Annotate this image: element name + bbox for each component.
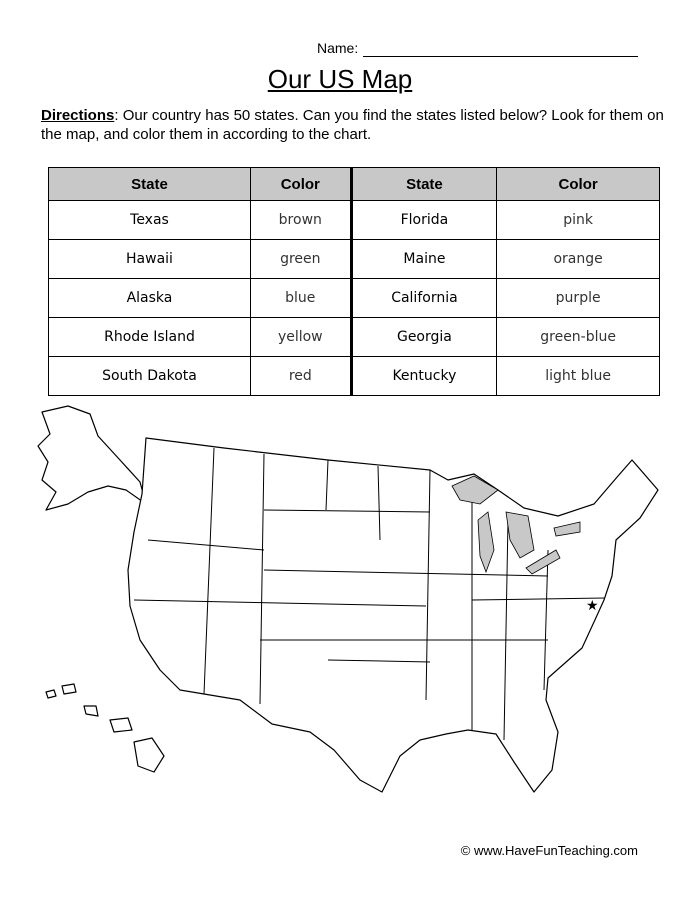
state-color-chart xyxy=(48,167,660,396)
name-label: Name: xyxy=(317,40,359,56)
hawaii-island-shape xyxy=(62,684,76,694)
color-cell: purple xyxy=(497,279,660,318)
state-cell: Texas xyxy=(49,201,251,240)
color-cell: brown xyxy=(250,201,351,240)
state-cell: Kentucky xyxy=(351,357,497,396)
hawaii-island-shape xyxy=(134,738,164,772)
capital-star-icon: ★ xyxy=(586,598,599,614)
header-state-1: State xyxy=(49,168,251,201)
page-title: Our US Map xyxy=(267,64,413,94)
hawaii-island-shape xyxy=(84,706,98,716)
directions-text: : Our country has 50 states. Can you find the states listed below? Look for them on the map, and color them in according to the chart. xyxy=(41,107,664,143)
header-color-2: Color xyxy=(497,168,660,201)
directions-lead: Directions xyxy=(41,107,115,124)
name-write-line[interactable] xyxy=(363,56,638,57)
hawaii-island-shape xyxy=(110,718,132,732)
state-cell: California xyxy=(351,279,497,318)
state-cell: South Dakota xyxy=(49,357,251,396)
state-cell: Florida xyxy=(351,201,497,240)
color-cell: green xyxy=(250,240,351,279)
color-cell: light blue xyxy=(497,357,660,396)
us-outline-map xyxy=(28,400,668,810)
hawaii-island-shape xyxy=(46,690,56,698)
directions xyxy=(41,106,666,144)
table-row xyxy=(49,240,660,279)
header-color-1: Color xyxy=(250,168,351,201)
table-row xyxy=(49,318,660,357)
state-cell: Georgia xyxy=(351,318,497,357)
footer-credit: © www.HaveFunTeaching.com xyxy=(460,843,638,858)
color-cell: green-blue xyxy=(497,318,660,357)
color-cell: yellow xyxy=(250,318,351,357)
table-row xyxy=(49,279,660,318)
table-row xyxy=(49,357,660,396)
color-cell: red xyxy=(250,357,351,396)
header-state-2: State xyxy=(351,168,497,201)
name-field[interactable] xyxy=(317,40,358,56)
state-cell: Alaska xyxy=(49,279,251,318)
state-cell: Hawaii xyxy=(49,240,251,279)
color-cell: orange xyxy=(497,240,660,279)
color-cell: pink xyxy=(497,201,660,240)
chart-header-row xyxy=(49,168,660,201)
alaska-shape xyxy=(38,406,146,510)
state-cell: Rhode Island xyxy=(49,318,251,357)
color-cell: blue xyxy=(250,279,351,318)
table-row xyxy=(49,201,660,240)
state-cell: Maine xyxy=(351,240,497,279)
